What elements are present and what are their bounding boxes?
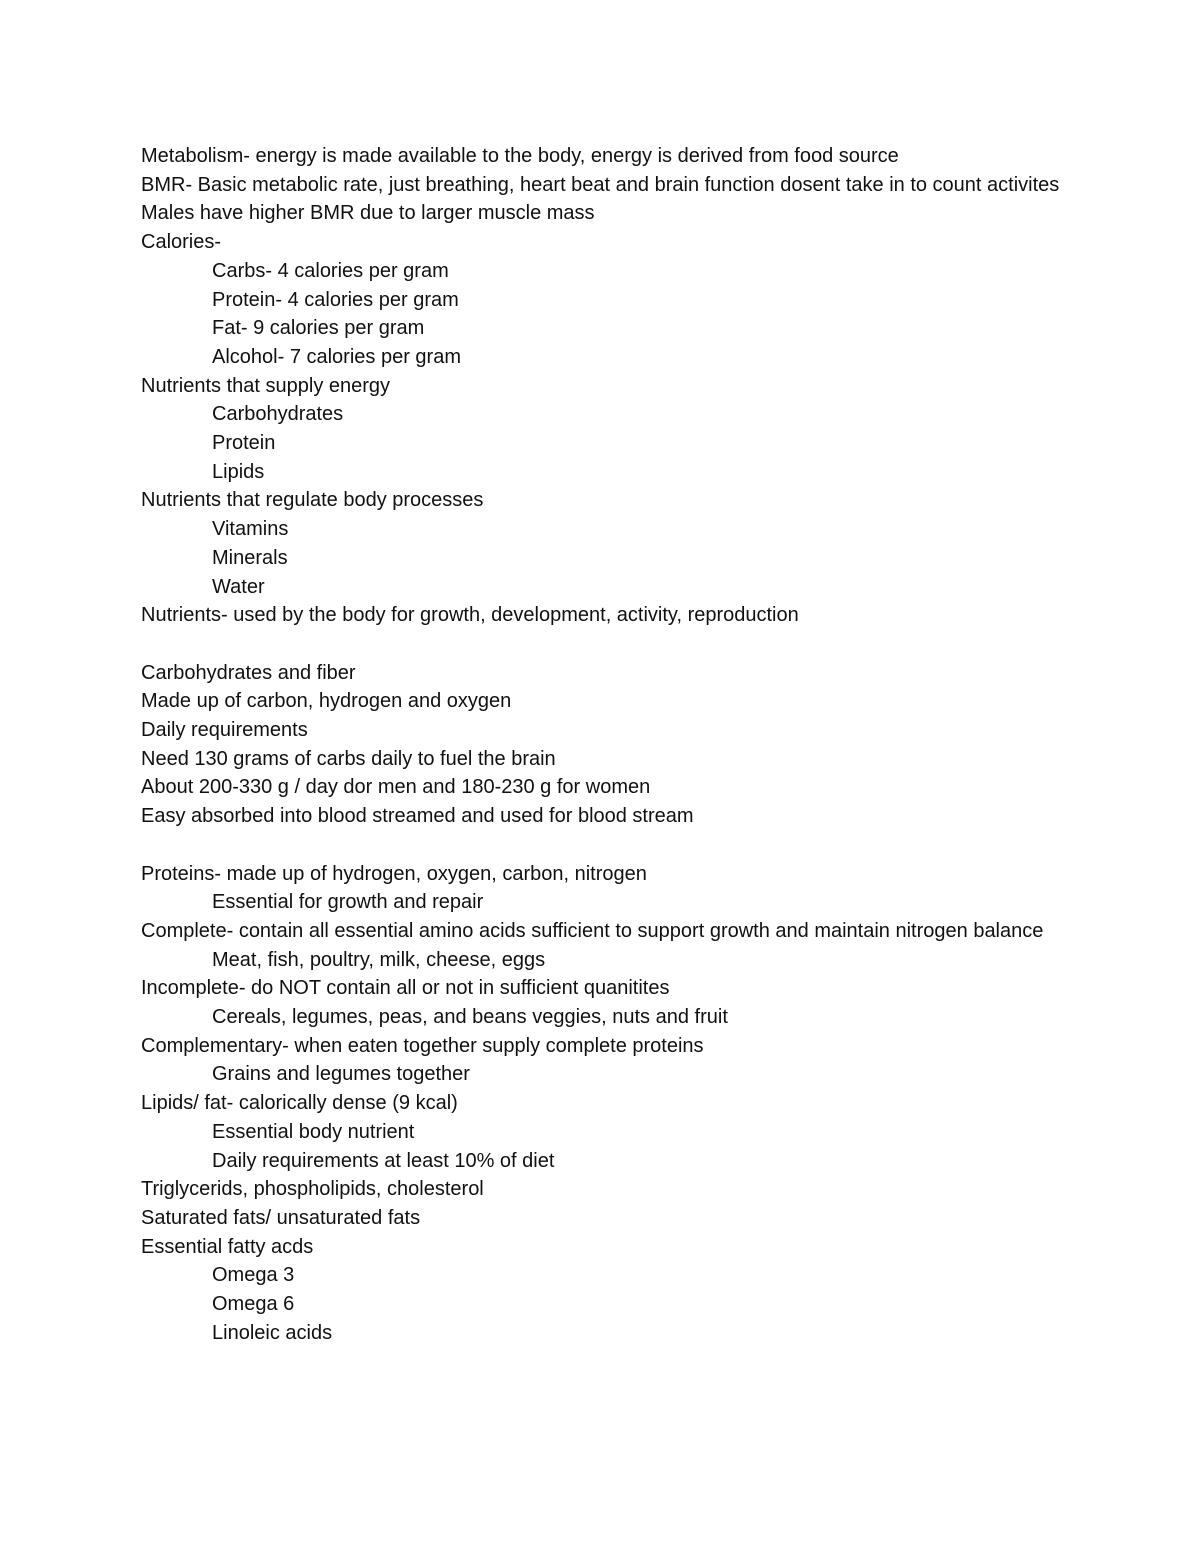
indented-note-line: Essential for growth and repair (212, 891, 484, 914)
note-line: BMR- Basic metabolic rate, just breathing, heart beat and brain function dosent take in to count activites (141, 173, 1060, 196)
indented-note-line: Meat, fish, poultry, milk, cheese, eggs (212, 948, 546, 971)
note-line: Daily requirements (141, 719, 308, 742)
note-line: Lipids/ fat- calorically dense (9 kcal) (141, 1092, 458, 1115)
note-line: Need 130 grams of carbs daily to fuel the brain (141, 747, 556, 770)
indented-note-line: Essential body nutrient (212, 1120, 415, 1143)
note-line: Males have higher BMR due to larger muscle mass (141, 202, 595, 225)
note-line: Metabolism- energy is made available to the body, energy is derived from food source (141, 145, 899, 167)
indented-note-line: Protein (212, 432, 276, 455)
indented-note-line: Minerals (212, 546, 288, 569)
note-line: Essential fatty acds (141, 1235, 314, 1258)
indented-note-line: Protein- 4 calories per gram (212, 288, 459, 311)
note-line: Incomplete- do NOT contain all or not in sufficient quanitites (141, 977, 670, 1000)
indented-note-line: Grains and legumes together (212, 1063, 470, 1086)
note-line: Nutrients that regulate body processes (141, 489, 484, 512)
note-line: Saturated fats/ unsaturated fats (141, 1206, 421, 1229)
indented-note-line: Carbohydrates (212, 403, 344, 426)
blank-line (141, 831, 1071, 860)
document-page (141, 142, 1071, 1348)
note-line: Easy absorbed into blood streamed and used for blood stream (141, 805, 694, 828)
indented-note-line: Omega 6 (212, 1293, 295, 1316)
note-line: Complete- contain all essential amino acids sufficient to support growth and maintain nitrogen balance (141, 919, 1044, 942)
indented-note-line: Lipids (212, 460, 265, 483)
note-line: Nutrients that supply energy (141, 374, 391, 397)
blank-line (141, 630, 1071, 659)
note-line: Nutrients- used by the body for growth, development, activity, reproduction (141, 604, 799, 627)
indented-note-line: Fat- 9 calories per gram (212, 317, 425, 340)
note-line: Calories- (141, 231, 222, 254)
note-line: Complementary- when eaten together supply complete proteins (141, 1034, 704, 1057)
note-line: Proteins- made up of hydrogen, oxygen, carbon, nitrogen (141, 862, 647, 885)
indented-note-line: Cereals, legumes, peas, and beans veggies, nuts and fruit (212, 1006, 728, 1029)
indented-note-line: Linoleic acids (212, 1321, 333, 1344)
note-line: Carbohydrates and fiber (141, 661, 356, 684)
indented-note-line: Alcohol- 7 calories per gram (212, 345, 461, 368)
indented-note-line: Vitamins (212, 518, 289, 541)
indented-note-line: Omega 3 (212, 1264, 295, 1287)
indented-note-line: Carbs- 4 calories per gram (212, 259, 449, 282)
note-line: About 200-330 g / day dor men and 180-230 g for women (141, 776, 651, 799)
indented-note-line: Water (212, 575, 265, 598)
note-line: Triglycerids, phospholipids, cholesterol (141, 1178, 484, 1201)
note-line: Made up of carbon, hydrogen and oxygen (141, 690, 512, 713)
indented-note-line: Daily requirements at least 10% of diet (212, 1149, 555, 1172)
